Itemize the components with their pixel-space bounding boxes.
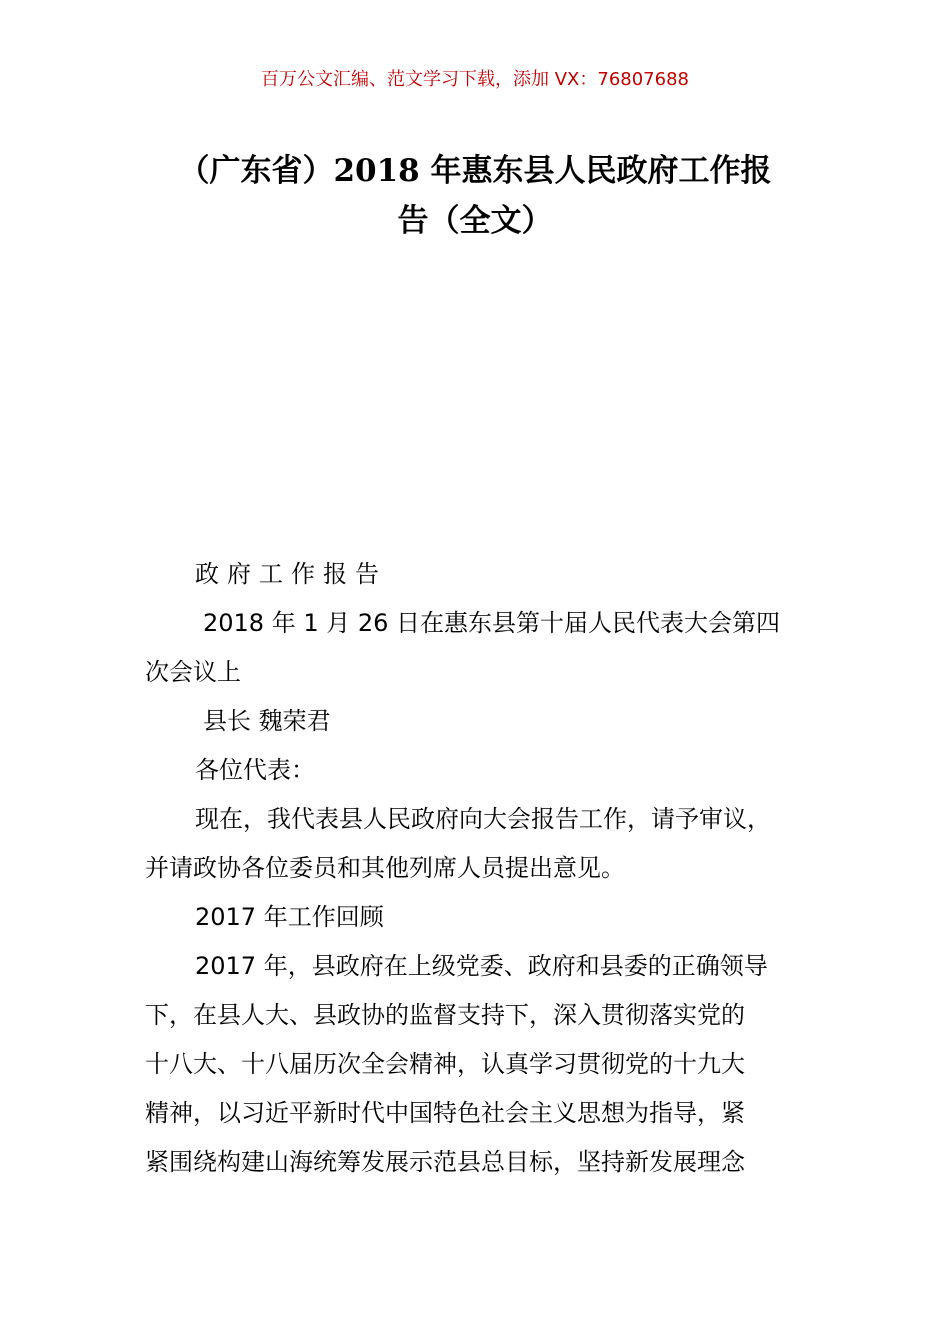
review-paragraph — [145, 942, 813, 1187]
meeting-info — [145, 599, 813, 697]
document-title — [145, 146, 805, 246]
review-line: 精神，以习近平新时代中国特色社会主义思想为指导，紧 — [145, 1099, 745, 1127]
review-line: 十八大、十八届历次全会精神，认真学习贯彻党的十九大 — [145, 1050, 745, 1078]
intro-paragraph — [145, 795, 813, 893]
meeting-info-line-1: 2018 年 1 月 26 日在惠东县第十届人民代表大会第四 — [203, 609, 781, 637]
review-line: 紧围绕构建山海统筹发展示范县总目标，坚持新发展理念 — [145, 1148, 745, 1176]
document-body — [145, 550, 813, 1187]
report-heading: 政府工作报告 — [195, 560, 387, 588]
section-title: 2017 年工作回顾 — [195, 903, 384, 931]
title-line-1: （广东省）2018 年惠东县人民政府工作报 — [178, 153, 772, 189]
title-line-2: 告（全文） — [397, 203, 553, 239]
salutation: 各位代表： — [195, 756, 315, 784]
speaker-line: 县长 魏荣君 — [203, 707, 331, 735]
review-line: 2017 年，县政府在上级党委、政府和县委的正确领导 — [195, 952, 768, 980]
meeting-info-line-2: 次会议上 — [145, 658, 241, 686]
review-line: 下，在县人大、县政协的监督支持下，深入贯彻落实党的 — [145, 1001, 745, 1029]
intro-line-1: 现在，我代表县人民政府向大会报告工作，请予审议， — [195, 805, 771, 833]
intro-line-2: 并请政协各位委员和其他列席人员提出意见。 — [145, 854, 625, 882]
promo-banner: 百万公文汇编、范文学习下载，添加 VX：76807688 — [261, 69, 689, 90]
